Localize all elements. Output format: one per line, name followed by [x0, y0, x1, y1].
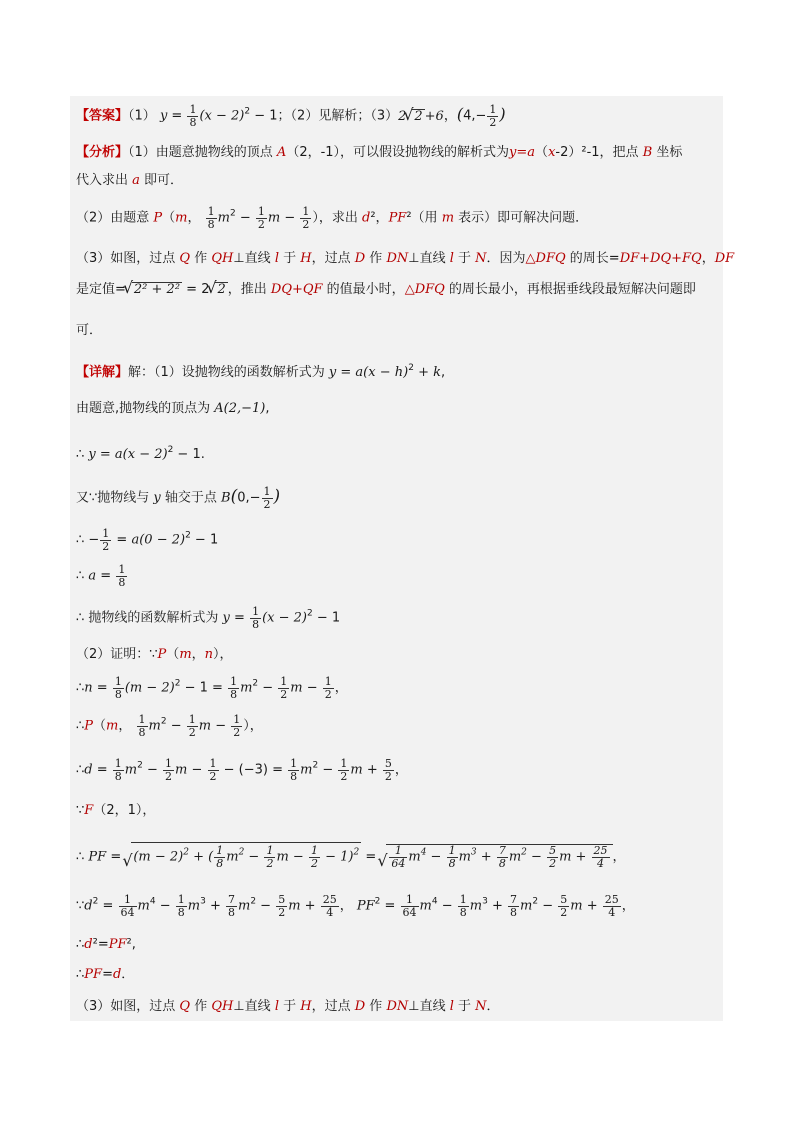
- detail-line-15: ∴d²=PF²,: [76, 937, 136, 952]
- detail-line-14: $\because d^2$ = $\frac{1}{64}$ $m^4$ − $\frac{1}{8}$ $m^3$ + $\frac{7}{8}$ $m^2$ − $\frac{5}{2}$ m + $\frac{25}{4}$ ， $PF^2$ = $\frac{1}{64}$ $m^4$ − $\frac{1}{8}$ $m^3$ + $\frac{7}{8}$ $m^2$ − $\frac{5}{2}$ m + $\frac{25}{4}$ ，: [76, 893, 635, 919]
- analysis-line-6: 可．: [76, 323, 103, 338]
- fraction: $\frac{1}{8}$: [189, 103, 197, 129]
- analysis-line-4: （3）如图，过点 Q 作 QH⊥直线 l 于 H，过点 D 作 DN⊥直线 l 于 N．因为△DFQ 的周长=DF+DQ+FQ，DF: [76, 251, 735, 266]
- analysis-line-5: 是定值=√ 2² + 2² = 2√ 2 ，推出 DQ+QF 的值最小时，△DFQ 的周长最小，再根据垂线段最短解决问题即: [76, 282, 717, 296]
- analysis-label: 【分析】: [76, 145, 129, 160]
- detail-line-9: ∴n = $\frac{1}{8}$ $(m - 2)^2 - 1$ = $\frac{1}{8}$ $m^2$ − $\frac{1}{2}$ m − $\frac{1}{2}$ ，: [76, 675, 348, 701]
- detail-line-16: ∴PF=d．: [76, 967, 135, 982]
- detail-line-10: ∴P（m， $\frac{1}{8}$ $m^2$ − $\frac{1}{2}$ m − $\frac{1}{2}$ ），: [76, 713, 263, 739]
- detail-line-13: ∴ PF = √ $(m - 2)^2$ + ( $\frac{1}{8}$ $m^2$ − $\frac{1}{2}$ m − $\frac{1}{2}$ − 1)$^2$ = √ $\frac{1}{64}$ $m^4$ − $\frac{1}{8}$ $m^3$ + $\frac{7}{8}$ $m^2$ − $\frac{5}{2}$ m + $\frac{25}{4}$ ，: [76, 842, 717, 869]
- detail-line-6: ∴ a = $\frac{1}{8}$: [76, 563, 126, 589]
- detail-line-2: 由题意,抛物线的顶点为 A(2,−1),: [76, 401, 270, 416]
- detail-line-1: 【详解】解：（1）设抛物线的函数解析式为 $y = a(x - h)^2 + k$,: [76, 363, 446, 380]
- detail-line-12: ∵F（2，1），: [76, 803, 156, 818]
- analysis-line-1: 【分析】（1）由题意抛物线的顶点 A（2，-1），可以假设抛物线的解析式为y=a（x-2）²-1，把点 B 坐标: [76, 145, 683, 160]
- answer-line: 【答案】（1） y = $\frac{1}{8}$ $(x - 2)^2 - 1$；（2）见解析；（3）2√ 2 +6，(4,− $\frac{1}{2}$ ): [76, 104, 717, 128]
- answer-part1-label: （1）: [128, 108, 156, 124]
- detail-line-11: ∴d = $\frac{1}{8}$ $m^2$ − $\frac{1}{2}$ m − $\frac{1}{2}$ − (−3) = $\frac{1}{8}$ $m^2$ − $\frac{1}{2}$ m + $\frac{5}{2}$ ，: [76, 757, 408, 783]
- analysis-line-3: （2）由题意 P（m， $\frac{1}{8}$ $m^2$ − $\frac{1}{2}$ m − $\frac{1}{2}$ ），求出 d²，PF²（用 m 表示）即可解决问题．: [76, 205, 589, 231]
- solution-panel: [70, 96, 735, 1021]
- answer-label: 【答案】: [76, 108, 129, 124]
- analysis-line-2: 代入求出 a 即可．: [76, 173, 184, 188]
- detail-line-7: ∴ 抛物线的函数解析式为 y = $\frac{1}{8}$ $(x - 2)^2 - 1$: [76, 605, 341, 631]
- detail-line-17: （3）如图，过点 Q 作 QH⊥直线 l 于 H，过点 D 作 DN⊥直线 l 于 N．: [76, 999, 500, 1014]
- detail-line-5: ∴ − $\frac{1}{2}$ = $a(0 - 2)^2 - 1$: [76, 527, 219, 553]
- detail-line-4: 又∵抛物线与 y 轴交于点 B(0,− $\frac{1}{2}$ ): [76, 485, 281, 511]
- detail-line-3: ∴ $y = a(x - 2)^2 - 1$.: [76, 445, 205, 462]
- answer-mid: ；（2）见解析；（3）: [277, 108, 399, 124]
- detail-label: 【详解】: [76, 365, 129, 380]
- detail-line-8: （2）证明：∵P（m，n），: [76, 647, 233, 662]
